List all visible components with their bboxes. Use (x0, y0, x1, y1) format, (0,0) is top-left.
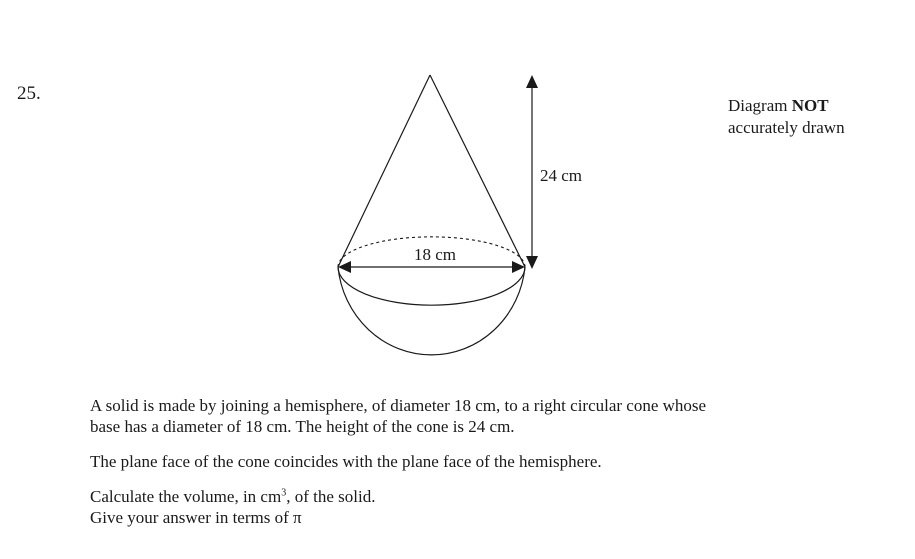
unit-power: 3 (281, 487, 287, 499)
question-paragraph-1-line-2: base has a diameter of 18 cm. The height of the cone is 24 cm. (90, 417, 515, 436)
question-text (90, 395, 850, 528)
question-paragraph-3 (90, 486, 850, 528)
question-instruction-text: Calculate the volume, in cm (90, 487, 282, 506)
diameter-label: 18 cm (414, 245, 457, 264)
height-label: 24 cm (540, 166, 583, 185)
question-paragraph-1-line-1: A solid is made by joining a hemisphere, of diameter 18 cm, to a right circular cone whose (90, 396, 707, 415)
question-number: 25. (17, 83, 41, 104)
question-paragraph-1 (90, 395, 850, 437)
diagram-note-prefix: Diagram (728, 96, 792, 115)
base-ellipse-front (338, 267, 525, 305)
height-arrowhead-top (526, 75, 538, 88)
question-answer-instruction: Give your answer in terms of π (90, 508, 302, 527)
diagram-note (728, 95, 845, 139)
diagram-note-line2: accurately drawn (728, 118, 845, 137)
question-paragraph-2: The plane face of the cone coincides with the plane face of the hemisphere. (90, 452, 602, 471)
diagram-note-bold: NOT (791, 96, 829, 115)
diagram-note-line1 (728, 95, 845, 117)
question-instruction-suffix: , of the solid. (286, 487, 376, 506)
cone-right-side (430, 75, 525, 267)
cone-left-side (338, 75, 430, 267)
hemisphere-outline (338, 267, 525, 355)
height-arrowhead-bottom (526, 256, 538, 269)
